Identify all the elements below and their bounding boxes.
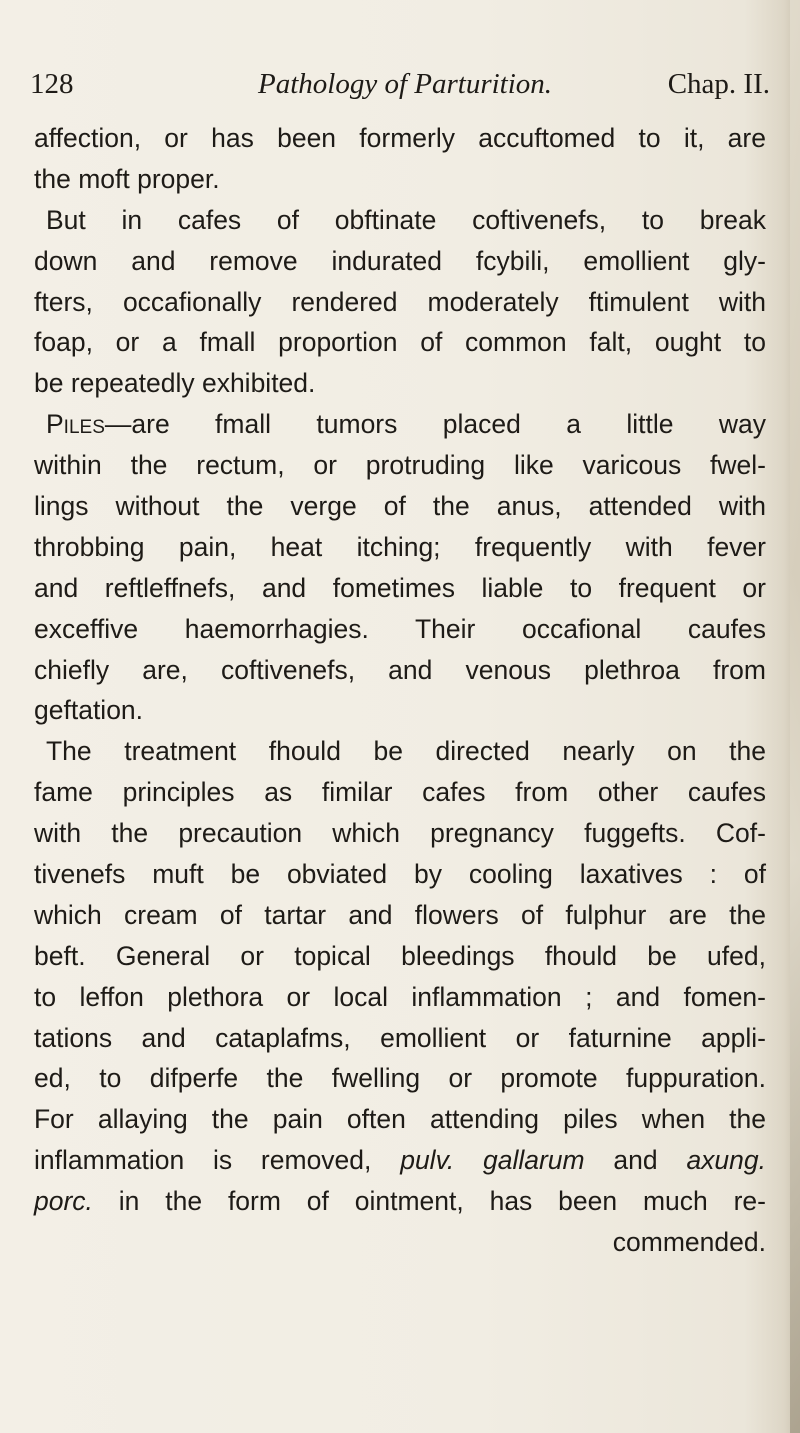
text-line: the moft proper.: [34, 163, 220, 194]
page-number: 128: [30, 68, 74, 100]
text-line: foap, or a fmall proportion of common falt, ought to: [34, 327, 766, 358]
text-line: within the rectum, or protruding like varicous fwel-: [34, 450, 766, 481]
page-edge-shadow: [790, 0, 800, 1433]
text-line: with the precaution which pregnancy fuggefts. Cof-: [34, 818, 766, 849]
text-line: The treatment fhould be directed nearly on the: [46, 736, 766, 767]
latin-term-porc: porc.: [34, 1186, 93, 1217]
text-line: commended.: [612, 1227, 766, 1258]
text-line: be repeatedly exhibited.: [34, 368, 316, 399]
text-line: which cream of tartar and flowers of fulphur are the: [34, 899, 766, 930]
text-line: —are fmall tumors placed a little way: [104, 409, 766, 440]
text-line: affection, or has been formerly accuftomed to it, are: [34, 123, 766, 153]
running-title: Pathology of Parturition.: [258, 68, 553, 100]
text-line: lings without the verge of the anus, attended with: [34, 491, 766, 522]
text-line: inflammation is removed,: [34, 1145, 372, 1176]
text-line: geftation.: [34, 695, 144, 726]
text-line: tations and cataplafms, emollient or faturnine appli-: [34, 1022, 766, 1053]
text-line: But in cafes of obftinate coftivenefs, to break: [46, 204, 766, 235]
text-line: chiefly are, coftivenefs, and venous plethroa from: [34, 654, 766, 685]
text-line: fame principles as fimilar cafes from other caufes: [34, 777, 766, 808]
text-line: to leffon plethora or local inflammation ; and fomen-: [34, 981, 766, 1012]
body-text: [34, 118, 766, 1263]
text-line: throbbing pain, heat itching; frequently with fever: [34, 531, 766, 562]
piles-heading: Piles: [46, 409, 105, 440]
latin-term-axung: axung.: [686, 1145, 767, 1176]
text-line: down and remove indurated fcybili, emollient gly-: [34, 245, 766, 276]
text-line: and: [613, 1145, 658, 1176]
piles-paragraph-first-line: [34, 404, 766, 445]
latin-term-pulv-gallarum: pulv. gallarum: [400, 1145, 585, 1176]
text-line: fters, occafionally rendered moderately ftimulent with: [34, 286, 766, 317]
chapter-label: Chap. II.: [667, 68, 770, 100]
text-line: beft. General or topical bleedings fhould be ufed,: [34, 940, 766, 971]
latin-line-one: [34, 1140, 766, 1181]
text-line: For allaying the pain often attending piles when the: [34, 1104, 766, 1135]
text-line: exceffive haemorrhagies. Their occafional caufes: [34, 613, 766, 644]
latin-line-two: [34, 1181, 766, 1222]
text-line: in the form of ointment, has been much re-: [118, 1186, 766, 1217]
text-line: tivenefs muft be obviated by cooling laxatives : of: [34, 859, 766, 890]
text-line: and reftleffnefs, and fometimes liable to frequent or: [34, 572, 766, 603]
running-header: [30, 68, 770, 112]
text-line: ed, to difperfe the fwelling or promote fuppuration.: [34, 1063, 766, 1094]
